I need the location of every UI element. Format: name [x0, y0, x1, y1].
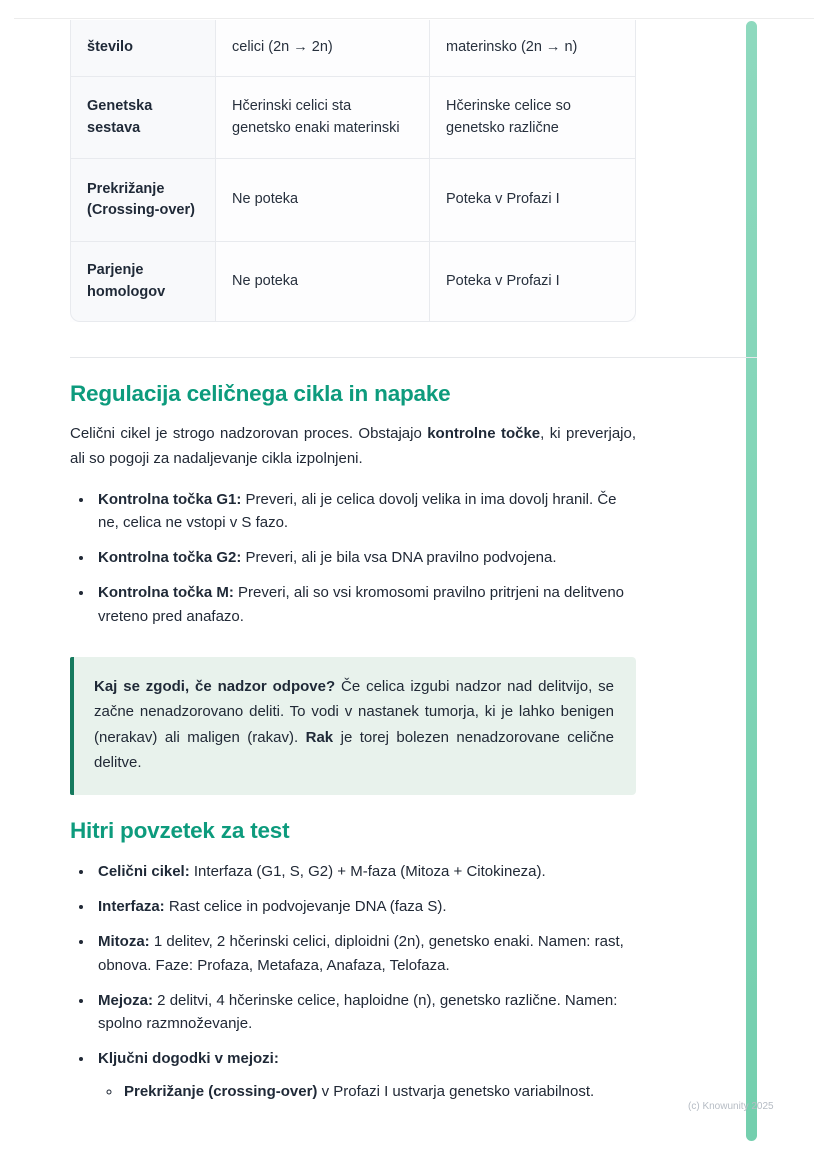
table-row — [70, 242, 636, 322]
feature-cell: Prekrižanje (Crossing-over) — [70, 159, 216, 242]
bullet-text: Interfaza (G1, S, G2) + M-faza (Mitoza + Citokineza). — [189, 862, 546, 880]
bullet-lead: Kontrolna točka M: — [98, 584, 234, 602]
bullet-text: Preveri, ali je celica dovolj velika in ima dovolj hranil. Če ne, celica ne vstopi v S fazo. — [98, 490, 617, 531]
callout-bold-term: Rak — [305, 728, 334, 746]
list-item-checkpoint-g1 — [94, 488, 636, 535]
bullet-text: Rast celice in podvojevanje DNA (faza S). — [164, 898, 447, 915]
scrollbar[interactable] — [746, 21, 757, 1141]
callout-lead: Kaj se zgodi, če nadzor odpove? — [94, 677, 336, 695]
bullet-lead: Prekrižanje (crossing-over) — [124, 1082, 318, 1100]
bullet-text: Preveri, ali je bila vsa DNA pravilno podvojena. — [241, 549, 557, 566]
sub-list — [98, 1080, 636, 1103]
intro-text-bold: kontrolne točke — [427, 425, 541, 442]
page-top-edge — [14, 18, 814, 19]
summary-list — [70, 860, 636, 1103]
intro-text-post: , ki preverjajo, ali so pogoji za nadaljevanje cikla izpolnjeni. — [70, 425, 637, 467]
feature-cell: Parjenje homologov — [70, 242, 216, 322]
bullet-text: v Profazi I ustvarja genetsko variabilnost. — [317, 1082, 595, 1100]
checkpoint-list — [70, 488, 636, 628]
table-row — [70, 20, 636, 77]
value-cell-mitoza: Hčerinski celici sta genetsko enaki materinski — [216, 77, 430, 159]
value-cell-mitoza: Ne poteka — [216, 159, 430, 242]
table-row — [70, 77, 636, 159]
value-cell-mejoza: Poteka v Profazi I — [430, 242, 636, 322]
list-item-interphase — [94, 895, 636, 918]
bullet-text: 1 delitev, 2 hčerinski celici, diploidni (2n), genetsko enaki. Namen: rast, obnova. Faze: Profaza, Metafaza, Anafaza, Telofaza. — [98, 933, 624, 974]
bullet-lead: Interfaza: — [98, 898, 165, 915]
intro-text-pre: Celični cikel je strogo nadzorovan proces. Obstajajo — [70, 425, 428, 442]
intro-paragraph — [70, 422, 636, 472]
bullet-lead: Celični cikel: — [98, 862, 190, 880]
bullet-lead: Kontrolna točka G2: — [98, 549, 242, 566]
copyright-note: (c) Knowunity 2025 — [688, 1101, 774, 1112]
list-item-checkpoint-m — [94, 581, 636, 628]
bullet-lead: Mitoza: — [98, 933, 150, 951]
section-divider — [70, 357, 757, 358]
bullet-text: Preveri, ali so vsi kromosomi pravilno pritrjeni na delitveno vreteno pred anafazo. — [98, 584, 624, 625]
feature-cell: število — [70, 20, 216, 77]
value-cell-mejoza: materinsko (2n → n) — [430, 20, 636, 77]
comparison-table — [70, 20, 636, 322]
feature-cell: Genetska sestava — [70, 77, 216, 159]
section-title-regulation: Regulacija celičnega cikla in napake — [70, 381, 451, 406]
callout-text: je torej bolezen nenadzorovane celične delitve. — [94, 728, 614, 772]
list-item-key-events — [94, 1047, 636, 1103]
value-cell-mitoza: celici (2n → 2n) — [216, 20, 430, 77]
value-cell-mejoza: Hčerinske celice so genetsko različne — [430, 77, 636, 159]
document-content — [70, 20, 636, 1115]
value-cell-mejoza: Poteka v Profazi I — [430, 159, 636, 242]
bullet-lead: Mejoza: — [98, 991, 154, 1009]
table-row — [70, 159, 636, 242]
list-item-cell-cycle — [94, 860, 636, 883]
info-callout — [70, 657, 636, 795]
value-cell-mitoza: Ne poteka — [216, 242, 430, 322]
section-title-summary: Hitri povzetek za test — [70, 817, 290, 843]
list-item-checkpoint-g2 — [94, 546, 636, 569]
sub-list-item-crossing-over — [122, 1080, 636, 1103]
list-item-meiosis — [94, 989, 636, 1036]
bullet-lead: Ključni dogodki v mejozi: — [98, 1050, 279, 1068]
list-item-mitosis — [94, 930, 636, 977]
bullet-text: 2 delitvi, 4 hčerinske celice, haploidne (n), genetsko različne. Namen: spolno razmnoževanje. — [98, 991, 618, 1032]
callout-text: Če celica izgubi nadzor nad delitvijo, se začne nenadzorovano deliti. To vodi v nastanek tumorja, ki je lahko benigen (nerakav) ali maligen (rakav). — [94, 677, 614, 746]
bullet-lead: Kontrolna točka G1: — [98, 490, 242, 508]
